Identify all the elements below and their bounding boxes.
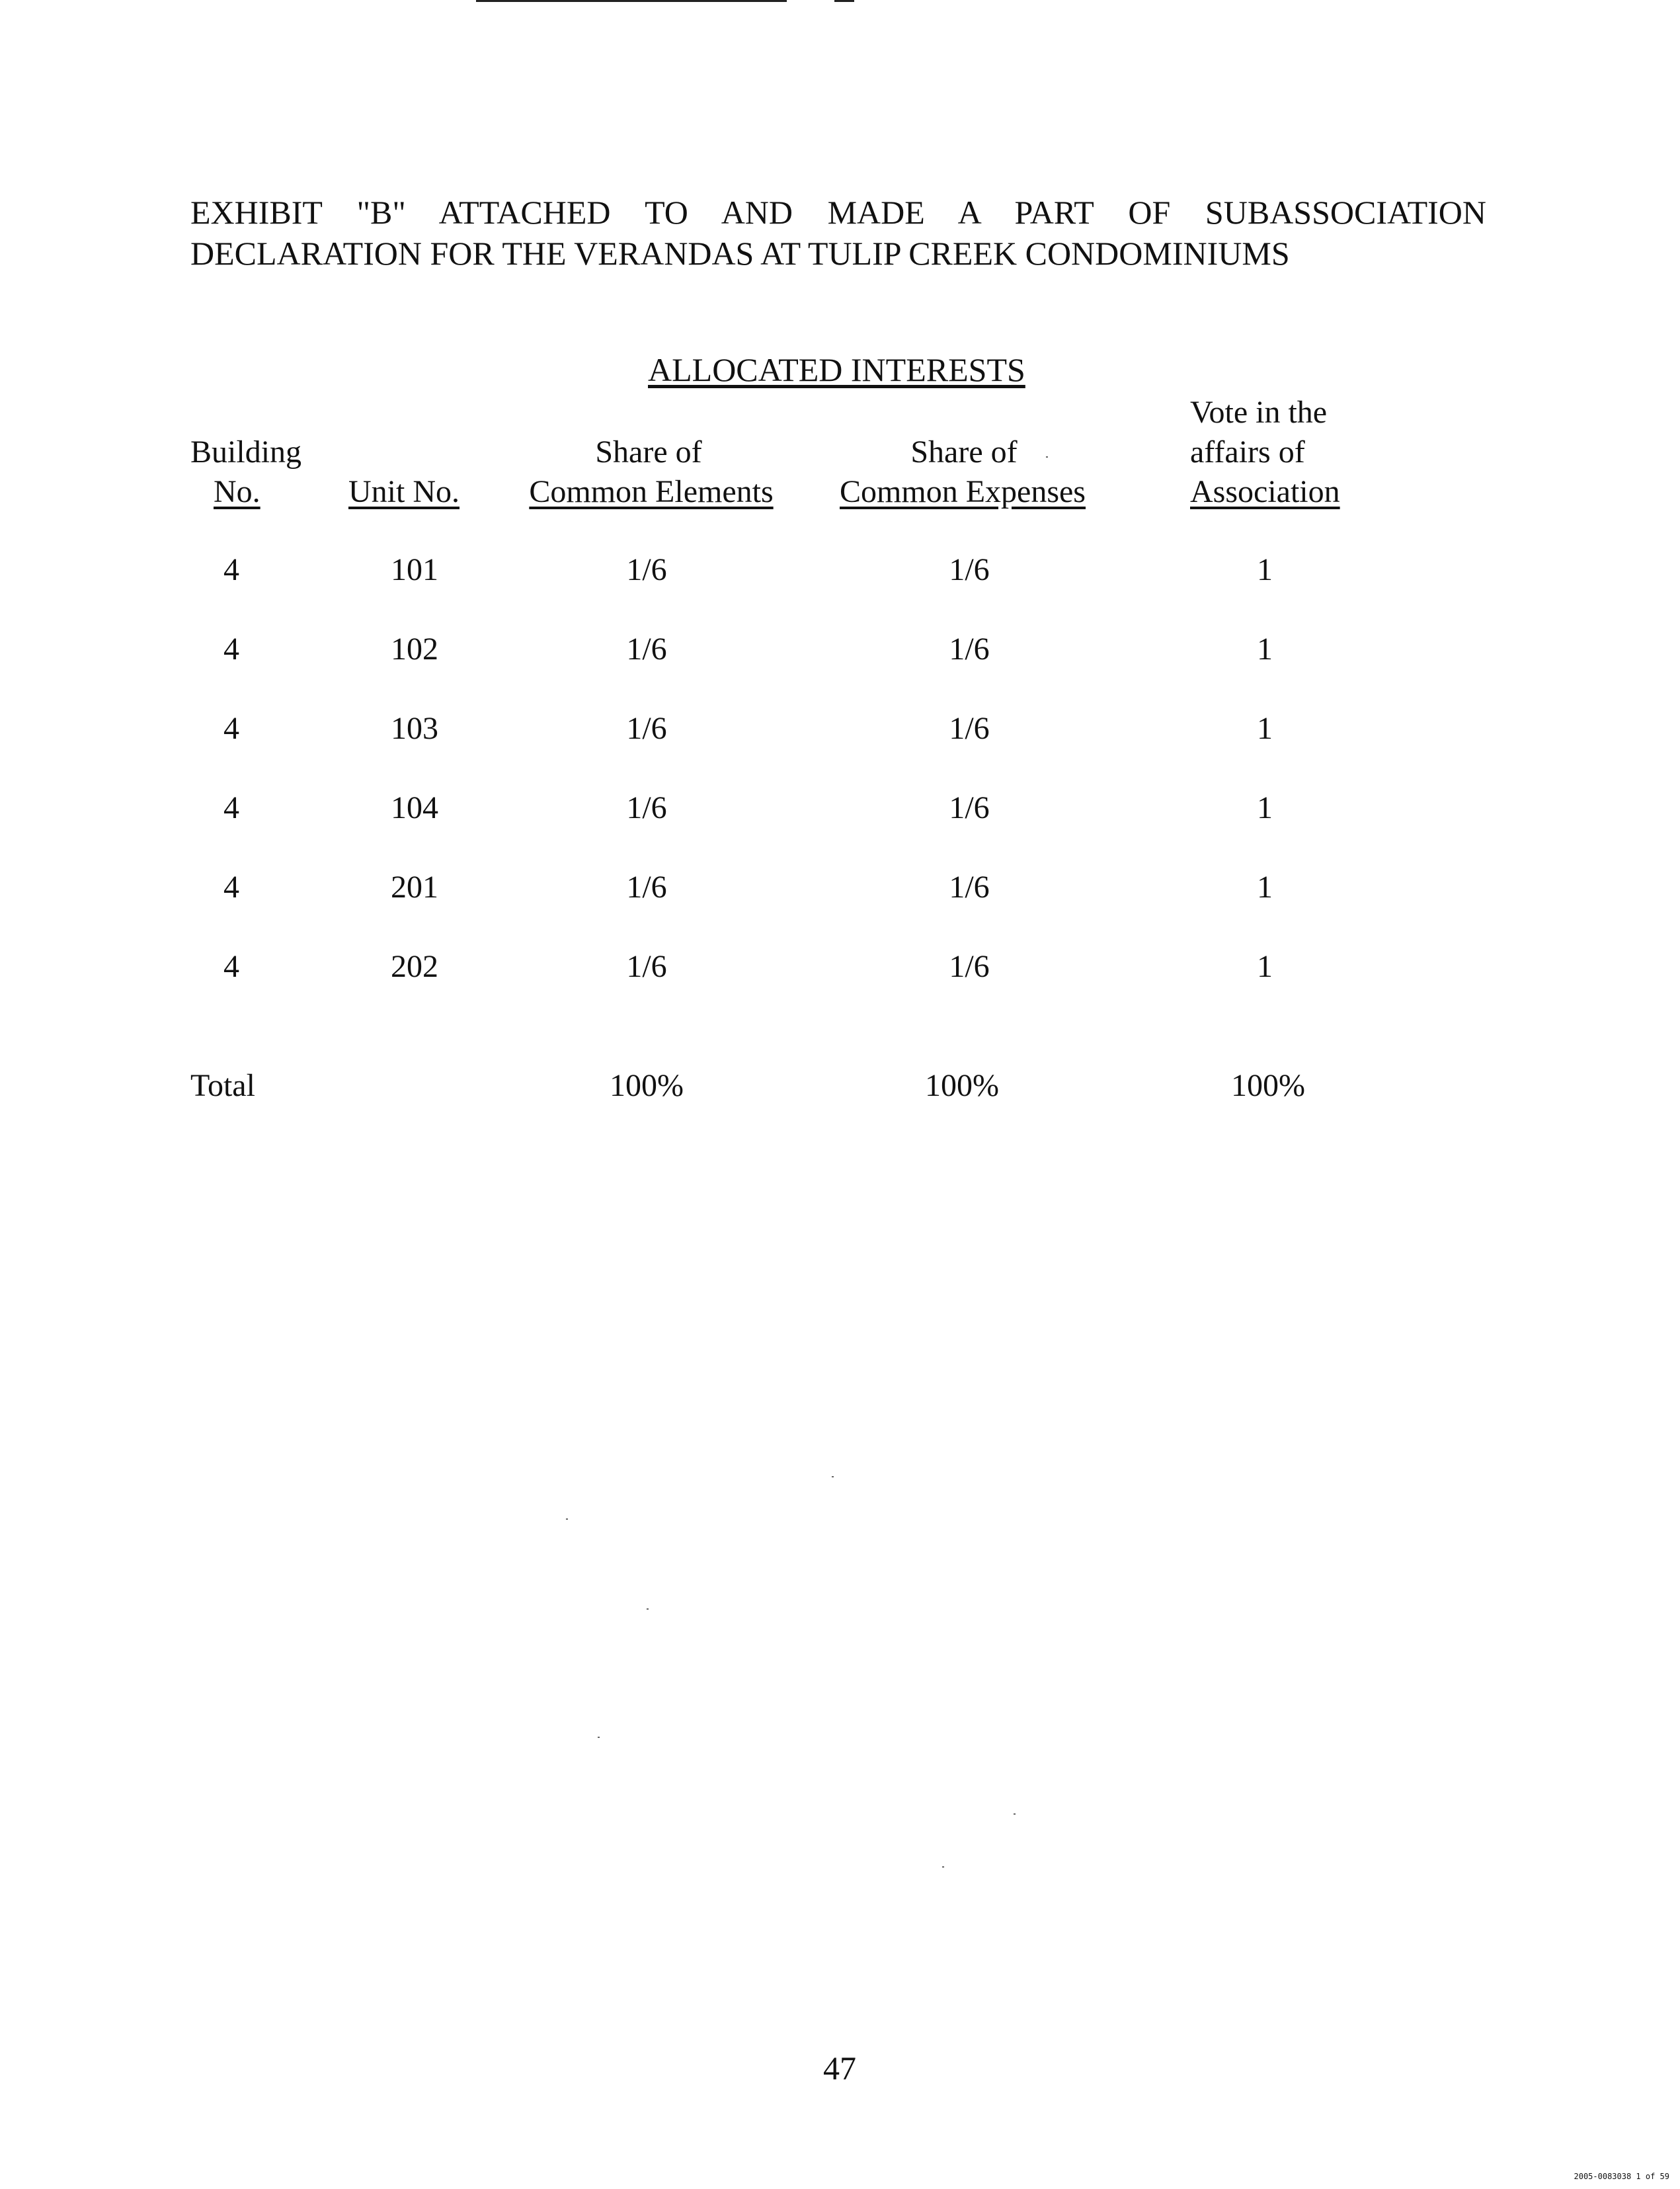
cell-expenses: 1/6 <box>949 790 990 825</box>
cell-vote: 1 <box>1257 711 1273 746</box>
top-rule-short <box>834 0 854 2</box>
header-building-line2: No. <box>214 474 260 509</box>
header-elements-line2: Common Elements <box>529 474 774 509</box>
total-vote: 100% <box>1231 1068 1305 1103</box>
cell-elements: 1/6 <box>626 870 667 905</box>
scan-speck <box>598 1737 600 1738</box>
cell-expenses: 1/6 <box>949 632 990 667</box>
cell-elements: 1/6 <box>626 632 667 667</box>
exhibit-title <box>190 192 1486 274</box>
cell-vote: 1 <box>1257 949 1273 984</box>
header-vote-line2: affairs of <box>1190 434 1305 470</box>
cell-building: 4 <box>223 870 239 905</box>
header-elements-line1: Share of <box>595 434 702 470</box>
cell-expenses: 1/6 <box>949 949 990 984</box>
cell-vote: 1 <box>1257 552 1273 587</box>
cell-elements: 1/6 <box>626 711 667 746</box>
cell-unit: 202 <box>391 949 438 984</box>
scan-speck <box>647 1608 649 1610</box>
cell-expenses: 1/6 <box>949 870 990 905</box>
cell-elements: 1/6 <box>626 552 667 587</box>
cell-elements: 1/6 <box>626 949 667 984</box>
total-elements: 100% <box>610 1068 684 1103</box>
cell-expenses: 1/6 <box>949 711 990 746</box>
exhibit-title-line1: EXHIBIT "B" ATTACHED TO AND MADE A PART OF SUBASSOCIATION <box>190 194 1486 231</box>
cell-elements: 1/6 <box>626 790 667 825</box>
recording-stamp: 2005-0083038 1 of 59 <box>1574 2172 1669 2181</box>
cell-vote: 1 <box>1257 790 1273 825</box>
scan-speck <box>942 1866 944 1868</box>
header-building-line1: Building <box>190 434 302 470</box>
cell-unit: 102 <box>391 632 438 667</box>
header-expenses-line1: Share of <box>910 434 1018 470</box>
total-expenses: 100% <box>925 1068 999 1103</box>
header-unit: Unit No. <box>348 474 460 509</box>
total-label: Total <box>190 1068 255 1103</box>
cell-vote: 1 <box>1257 870 1273 905</box>
cell-unit: 201 <box>391 870 438 905</box>
top-rule <box>476 0 787 2</box>
scan-speck <box>566 1518 568 1520</box>
scan-speck <box>832 1476 834 1477</box>
cell-vote: 1 <box>1257 632 1273 667</box>
cell-building: 4 <box>223 552 239 587</box>
cell-building: 4 <box>223 632 239 667</box>
header-vote-line1: Vote in the <box>1190 395 1328 430</box>
cell-building: 4 <box>223 790 239 825</box>
scan-speck <box>1046 456 1048 458</box>
header-vote-line3: Association <box>1190 474 1340 509</box>
allocated-interests-heading: ALLOCATED INTERESTS <box>648 351 1025 388</box>
scan-speck <box>1014 1813 1016 1815</box>
cell-unit: 101 <box>391 552 438 587</box>
cell-expenses: 1/6 <box>949 552 990 587</box>
page-number: 47 <box>823 2049 856 2086</box>
header-expenses-line2: Common Expenses <box>840 474 1086 509</box>
cell-unit: 104 <box>391 790 438 825</box>
cell-building: 4 <box>223 949 239 984</box>
exhibit-title-line2: DECLARATION FOR THE VERANDAS AT TULIP CREEK CONDOMINIUMS <box>190 235 1290 272</box>
cell-unit: 103 <box>391 711 438 746</box>
cell-building: 4 <box>223 711 239 746</box>
